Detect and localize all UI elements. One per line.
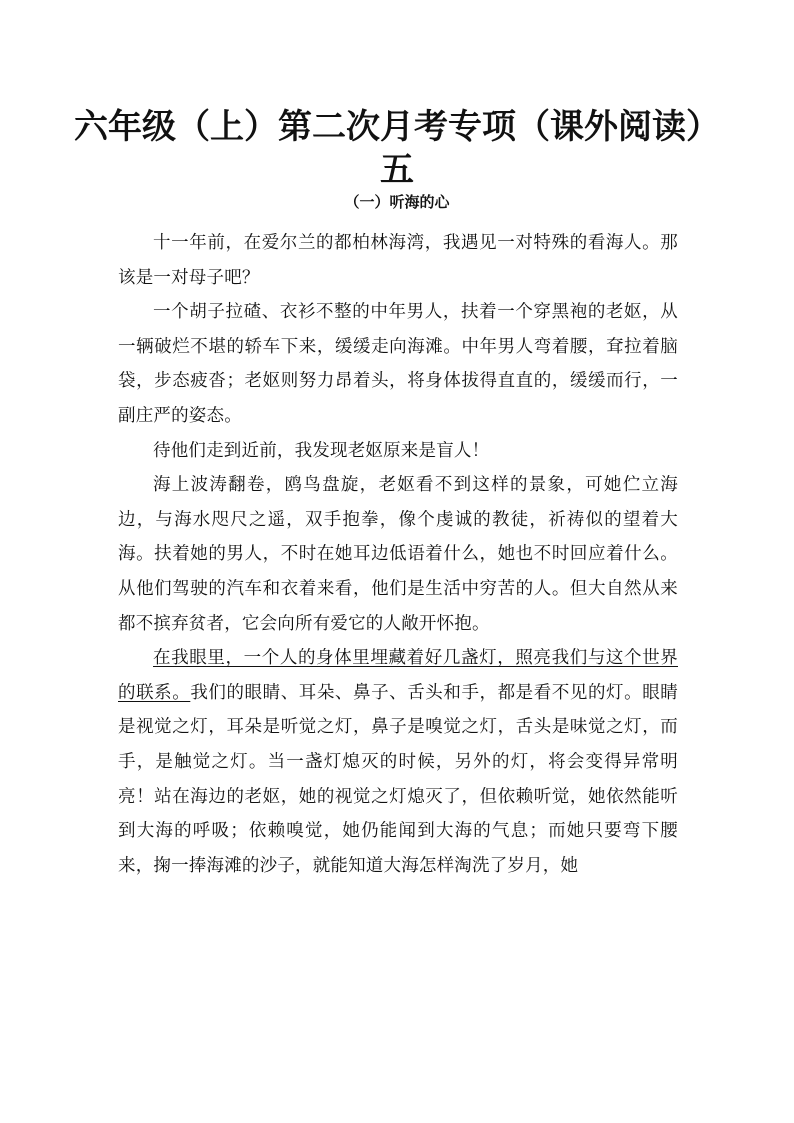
paragraph-1: [118, 226, 678, 295]
paragraph-3-text: 待他们走到近前，我发现老妪原来是盲人！: [153, 440, 490, 461]
article-body: [118, 226, 678, 883]
document-title-line-2: 五: [380, 150, 414, 190]
section-title: （一）听海的心: [344, 193, 450, 211]
underlined-sentence: 在我眼里，一个人的身体里埋藏着好几盏灯，照亮我们与这个世界的联系。: [118, 648, 678, 703]
paragraph-1-text: 十一年前，在爱尔兰的都柏林海湾，我遇见一对特殊的看海人。那该是一对母子吧？: [118, 233, 678, 288]
paragraph-4-text: 海上波涛翻卷，鸥鸟盘旋，老妪看不到这样的景象，可她伫立海边，与海水咫尺之遥，双手抱拳，像个虔诚的教徒，祈祷似的望着大海。扶着她的男人，不时在她耳边低语着什么，她也不时回应着什么。从他们驾驶的汽车和衣着来看，他们是生活中穷苦的人。但大自然从来都不摈弃贫者，它会向所有爱它的人敞开怀抱。: [118, 475, 678, 634]
paragraph-5: [118, 641, 678, 883]
paragraph-2: [118, 295, 678, 433]
paragraph-5-text: 我们的眼睛、耳朵、鼻子、舌头和手，都是看不见的灯。眼睛是视觉之灯，耳朵是听觉之灯，鼻子是嗅觉之灯，舌头是味觉之灯，而手，是触觉之灯。当一盏灯熄灭的时候，另外的灯，将会变得异常明亮！站在海边的老妪，她的视觉之灯熄灭了，但依赖听觉，她依然能听到大海的呼吸；依赖嗅觉，她仍能闻到大海的气息；而她只要弯下腰来，掬一捧海滩的沙子，就能知道大海怎样淘洗了岁月，她: [118, 682, 678, 876]
paragraph-3: [118, 434, 678, 469]
document-title-line-1: 六年级（上）第二次月考专项（课外阅读）: [74, 107, 720, 147]
paragraph-2-text: 一个胡子拉碴、衣衫不整的中年男人，扶着一个穿黑袍的老妪，从一辆破烂不堪的轿车下来，缓缓走向海滩。中年男人弯着腰，耷拉着脑袋，步态疲沓；老妪则努力昂着头，将身体拔得直直的，缓缓而行，一副庄严的姿态。: [118, 302, 678, 426]
paragraph-4: [118, 468, 678, 641]
